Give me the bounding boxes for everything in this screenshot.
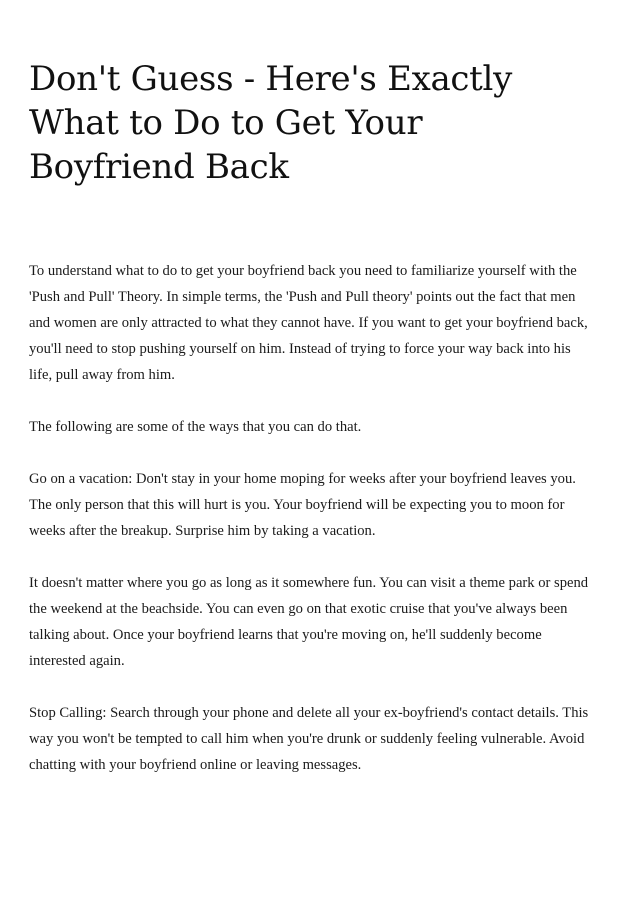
paragraph-stop-calling: Stop Calling: Search through your phone and delete all your ex-boyfriend's contact details. This way you won't be tempted to call him when you're drunk or suddenly feeling vulnerable. Avoid chatting with your boyfriend online or leaving messages. — [29, 705, 589, 773]
paragraph-ways-intro: The following are some of the ways that you can do that. — [29, 419, 362, 435]
paragraph-push-pull-theory: To understand what to do to get your boyfriend back you need to familiarize yourself with the 'Push and Pull' Theory. In simple terms, the 'Push and Pull theory' points out the fact that men and women are only attracted to what they cannot have. If you want to get your boyfriend back, you'll need to stop pushing yourself on him. Instead of trying to force your way back into his life, pull away from him. — [29, 263, 588, 383]
document-body — [29, 258, 594, 804]
paragraph-vacation: Go on a vacation: Don't stay in your home moping for weeks after your boyfriend leaves you. The only person that this will hurt is you. Your boyfriend will be expecting you to moon for weeks after the breakup. Surprise him by taking a vacation. — [29, 471, 576, 539]
paragraph-destination: It doesn't matter where you go as long as it somewhere fun. You can visit a theme park or spend the weekend at the beachside. You can even go on that exotic cruise that you've always been talking about. Once your boyfriend learns that you're moving on, he'll suddenly become interested again. — [29, 575, 589, 669]
document-title: Don't Guess - Here's Exactly What to Do to Get Your Boyfriend Back — [29, 59, 513, 187]
